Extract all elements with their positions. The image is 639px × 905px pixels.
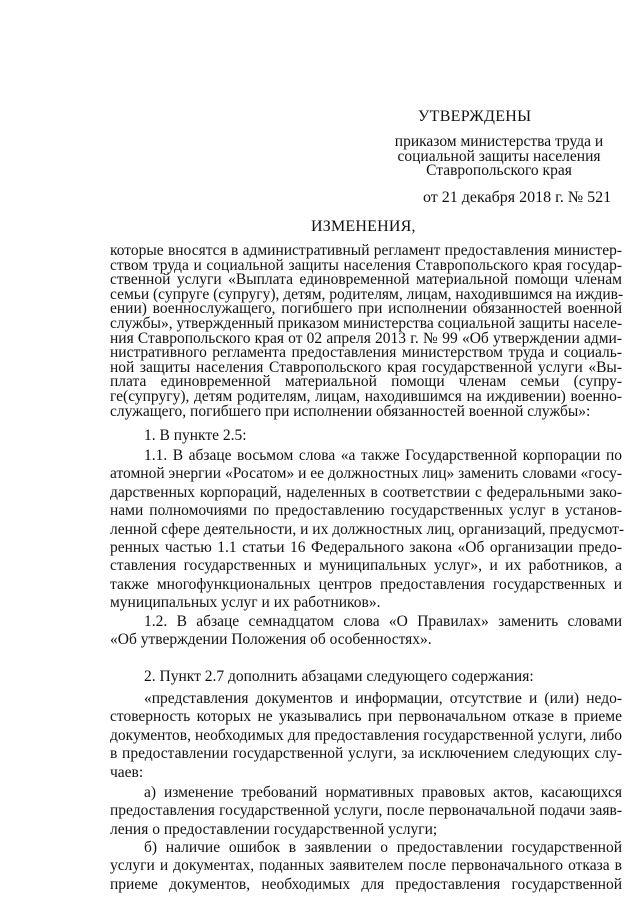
text-line: документов, необходимых для предоставления государственной услуги, либо [110,726,622,744]
paragraph-2-b [110,839,622,894]
approval-order-line: Ставропольского края [426,162,572,179]
text-line: 2. Пункт 2.7 дополнить абзацами следующего содержания: [144,668,534,685]
approved-heading: УТВЕРЖДЕНЫ [418,108,532,125]
text-line: плата единовременной материальной помощи членам семьи (супру- [110,373,622,391]
text-line: ственной услуги «Выплата единовременной материальной помощи членам [110,271,622,289]
text-line: службы», утвержденный приказом министерства социальной защиты населе- [110,314,623,332]
text-line: также многофункциональных центров предоставления государственных и [110,575,622,593]
paragraph-1-1 [110,447,625,613]
text-line: «представления документов и информации, отсутствие и (или) недо- [144,690,622,707]
section-1-heading [110,427,622,445]
text-line: 1. В пункте 2.5: [144,427,247,444]
text-line: ленной сфере деятельности, и их должностных лиц, организаций, предусмот- [110,520,625,538]
text-line: ренных частью 1.1 статьи 16 Федерального закона «Об организации предо- [110,539,622,557]
text-line: ной защиты населения Ставропольского края государственной услуги «Вы- [110,358,622,376]
text-line: предоставления государственной услуги, после первоначальной подачи заяв- [110,802,622,820]
text-line: нистративного регламента предоставления министерством труда и социаль- [110,344,622,362]
text-line: ством труда и социальной защиты населения Ставропольского края государ- [110,256,622,274]
text-line: приеме документов, необходимых для предоставления государственной [110,875,622,893]
approval-order-line: социальной защиты населения [397,147,601,165]
text-line: ставления государственных и муниципальных услуг», и их работников, а [110,557,622,575]
approval-order-block [380,135,618,179]
text-line: стоверность которых не указывались при первоначальном отказе в приеме [110,708,622,726]
text-line: ении) военнослужащего, погибшего при исполнении обязанностей военной [110,300,622,318]
text-line: 1.1. В абзаце восьмом слова «а также Государственной корпорации по [144,447,622,464]
section-2-heading [110,668,622,686]
paragraph-1-2 [110,613,622,650]
text-line: служащего, погибшего при исполнении обязанностей военной службы»: [110,402,591,420]
text-line: услуги и документах, поданных заявителем после первоначального отказа в [110,857,622,875]
text-line: ления о предоставлении государственной услуги; [110,820,438,838]
text-line: муниципальных услуг и их работников». [110,594,381,612]
approval-order-line: приказом министерства труда и [394,133,604,150]
approval-date: от 21 декабря 2018 г. № 521 [423,189,612,206]
text-line: б) наличие ошибок в заявлении о предоставлении государственной [144,839,622,856]
text-line: семьи (супруге (супругу), детям, родителям, лицам, находившимся на иждив- [110,285,624,303]
paragraph-2-a [110,784,622,839]
text-line: ге(супругу), детям родителям, лицам, находившимся на иждивении) военно- [110,387,622,405]
text-line: в предоставлении государственной услуги, за исключением следующих слу- [110,745,622,763]
text-line: 1.2. В абзаце семнадцатом слова «О Правилах» заменить словами [144,613,622,630]
text-line: чаев: [110,763,144,781]
text-line: дарственных корпораций, наделенных в соответствии с федеральными зако- [110,483,622,501]
document-title: ИЗМЕНЕНИЯ, [311,218,416,235]
paragraph-2-intro [110,690,622,782]
text-line: которые вносятся в административный регламент предоставления министер- [110,242,622,259]
text-line: «Об утверждении Положения об особенностях». [110,631,432,649]
intro-paragraph [110,244,622,419]
text-line: ния Ставропольского края от 02 апреля 2013 г. № 99 «Об утверждении адми- [110,329,622,347]
text-line: атомной энергии «Росатом» и ее должностных лиц» заменить словами «госу- [110,465,622,483]
text-line: а) изменение требований нормативных правовых актов, касающихся [144,784,622,801]
text-line: нами полномочиями по предоставлению государственных услуг в установ- [110,502,622,520]
